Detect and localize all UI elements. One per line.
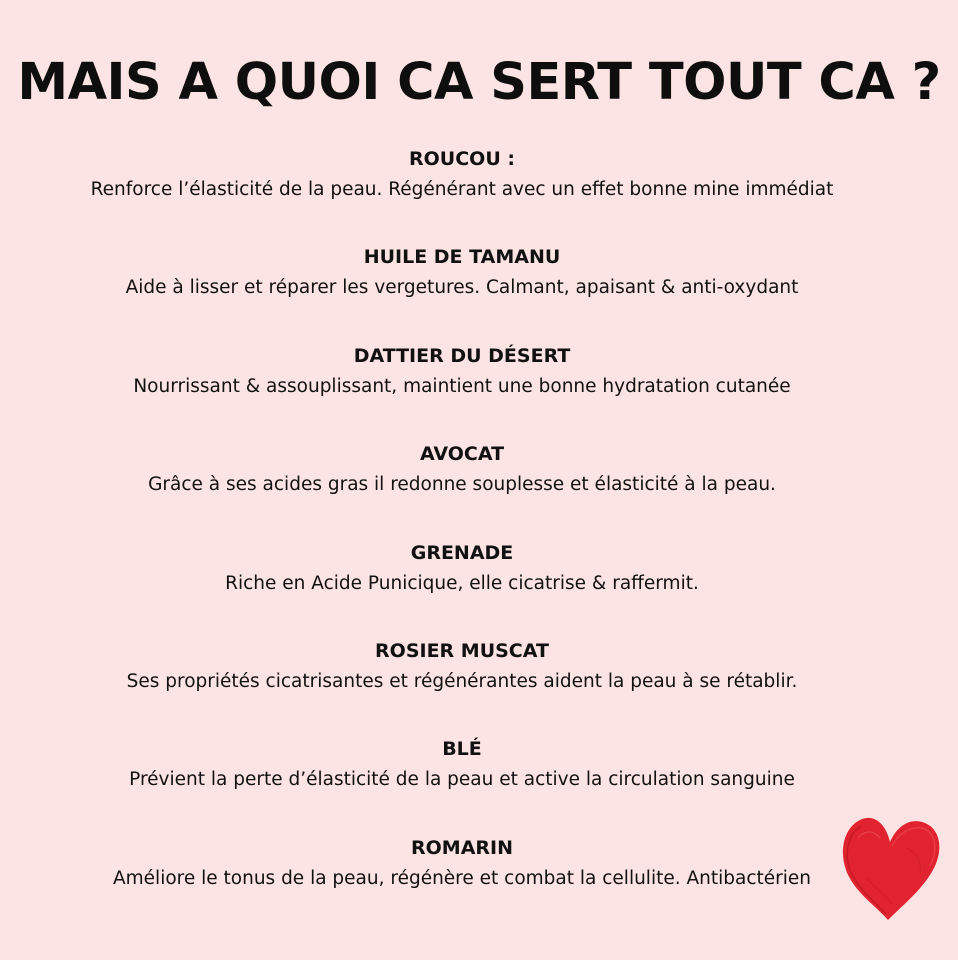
list-item (0, 242, 924, 304)
item-description: Renforce l’élasticité de la peau. Régénérant avec un effet bonne mine immédiat (90, 179, 834, 200)
item-description: Améliore le tonus de la peau, régénère et combat la cellulite. Antibactérien (113, 868, 811, 889)
item-name: AVOCAT (419, 443, 505, 465)
item-description: Aide à lisser et réparer les vergetures. Calmant, apaisant & anti-oxydant (125, 277, 799, 298)
list-item (0, 734, 924, 796)
heart-icon (836, 808, 946, 924)
item-name: DATTIER DU DÉSERT (353, 345, 571, 367)
item-description: Nourrissant & assouplissant, maintient une bonne hydratation cutanée (133, 376, 791, 397)
item-description: Riche en Acide Punicique, elle cicatrise & raffermit. (225, 573, 699, 594)
item-description: Prévient la perte d’élasticité de la peau et active la circulation sanguine (129, 769, 795, 790)
page-title: MAIS A QUOI CA SERT TOUT CA ? (17, 53, 941, 112)
item-description: Grâce à ses acides gras il redonne souplesse et élasticité à la peau. (148, 474, 776, 495)
item-name: ROMARIN (411, 837, 513, 859)
item-name: HUILE DE TAMANU (363, 246, 561, 268)
list-item (0, 538, 924, 600)
item-name: BLÉ (442, 738, 482, 760)
item-name: GRENADE (410, 542, 514, 564)
item-name: ROSIER MUSCAT (375, 640, 549, 662)
item-description: Ses propriétés cicatrisantes et régénérantes aident la peau à se rétablir. (126, 671, 798, 692)
item-name: ROUCOU : (409, 148, 515, 170)
list-item (0, 636, 924, 698)
list-item (0, 341, 924, 403)
list-item (0, 833, 924, 895)
list-item (0, 439, 924, 501)
list-item (0, 144, 924, 206)
